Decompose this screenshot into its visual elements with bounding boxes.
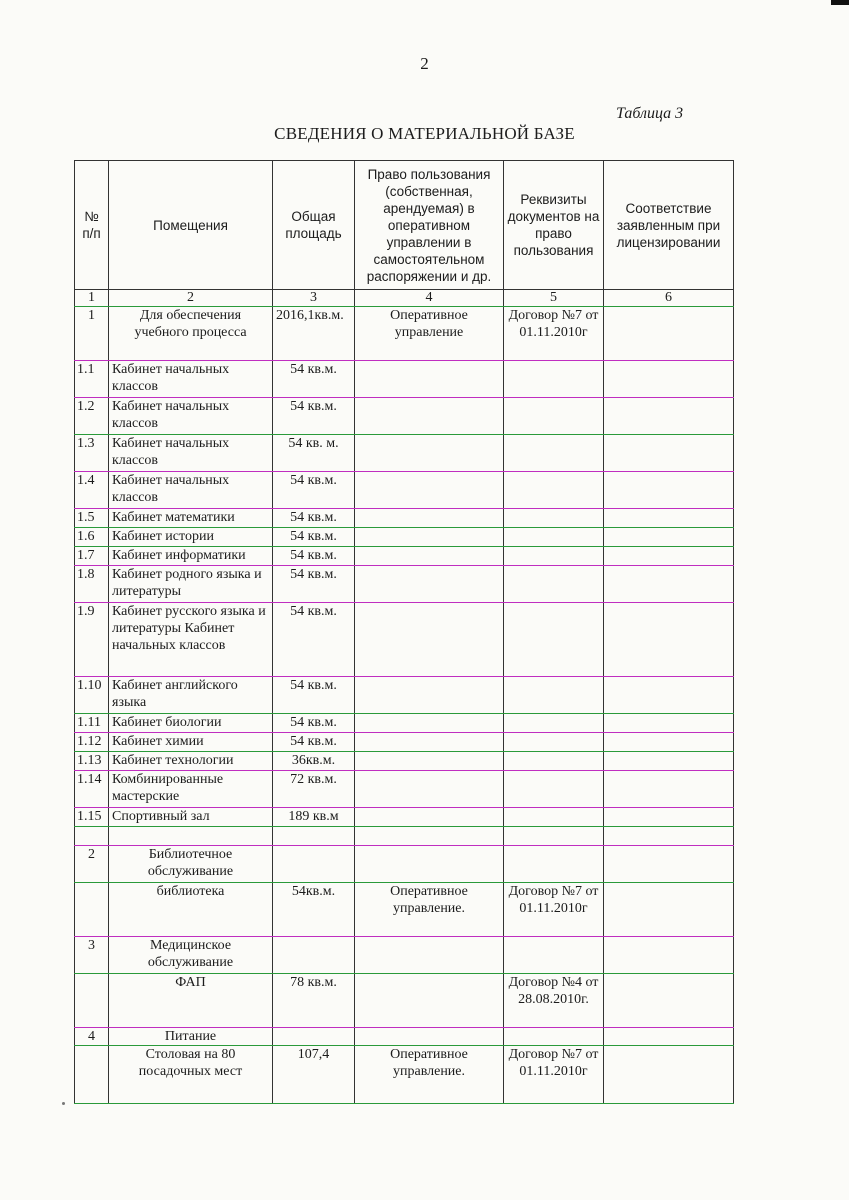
table-row [75, 827, 734, 846]
cell-right [355, 974, 504, 1028]
cell-area: 54 кв.м. [273, 733, 355, 752]
cell-area: 54 кв.м. [273, 361, 355, 398]
cell-area: 78 кв.м. [273, 974, 355, 1028]
cell-right [355, 398, 504, 435]
cell-room: Кабинет биологии [109, 714, 273, 733]
cell-document [504, 566, 604, 603]
cell-right [355, 937, 504, 974]
cell-area [273, 937, 355, 974]
cell-document [504, 1028, 604, 1046]
cell-room: Кабинет технологии [109, 752, 273, 771]
cell-room: Кабинет химии [109, 733, 273, 752]
cell-compliance [604, 974, 734, 1028]
cell-room: Кабинет английского языка [109, 677, 273, 714]
cell-right: Оперативное управление. [355, 883, 504, 937]
header-cell: Право пользования (собственная, арендуемая) в оперативном управлении в самостоятельном распоряжении и др. [355, 161, 504, 290]
cell-document [504, 361, 604, 398]
table-row [75, 472, 734, 509]
column-number: 6 [604, 290, 734, 307]
cell-right [355, 827, 504, 846]
cell-right [355, 547, 504, 566]
cell-area: 54 кв.м. [273, 398, 355, 435]
cell-compliance [604, 827, 734, 846]
material-base-table [74, 160, 734, 1104]
cell-right [355, 361, 504, 398]
cell-document: Договор №7 от 01.11.2010г [504, 1046, 604, 1104]
table-row [75, 974, 734, 1028]
cell-right: Оперативное управление. [355, 1046, 504, 1104]
table-row [75, 361, 734, 398]
cell-room: Кабинет начальных классов [109, 398, 273, 435]
cell-document [504, 398, 604, 435]
table-row [75, 547, 734, 566]
cell-number: 3 [75, 937, 109, 974]
table-row [75, 509, 734, 528]
cell-room: Кабинет математики [109, 509, 273, 528]
cell-area: 72 кв.м. [273, 771, 355, 808]
cell-compliance [604, 528, 734, 547]
cell-document: Договор №7 от 01.11.2010г [504, 883, 604, 937]
cell-document: Договор №4 от 28.08.2010г. [504, 974, 604, 1028]
cell-right [355, 733, 504, 752]
cell-document [504, 472, 604, 509]
page-number: 2 [420, 54, 429, 73]
cell-room: Кабинет начальных классов [109, 361, 273, 398]
table-row [75, 752, 734, 771]
cell-right [355, 528, 504, 547]
cell-area [273, 1028, 355, 1046]
cell-area: 54 кв.м. [273, 509, 355, 528]
cell-room: Питание [109, 1028, 273, 1046]
cell-compliance [604, 714, 734, 733]
column-number: 5 [504, 290, 604, 307]
table-row [75, 808, 734, 827]
cell-number: 1.3 [75, 435, 109, 472]
cell-right [355, 714, 504, 733]
cell-compliance [604, 677, 734, 714]
cell-area: 54 кв. м. [273, 435, 355, 472]
table-row [75, 677, 734, 714]
cell-right [355, 846, 504, 883]
cell-room: Кабинет русского языка и литературы Кабинет начальных классов [109, 603, 273, 677]
header-cell: Реквизиты документов на право пользования [504, 161, 604, 290]
table-row [75, 603, 734, 677]
cell-compliance [604, 435, 734, 472]
cell-compliance [604, 307, 734, 361]
table-label: Таблица 3 [616, 105, 684, 122]
header-cell: Соответствие заявленным при лицензировании [604, 161, 734, 290]
cell-room: Спортивный зал [109, 808, 273, 827]
cell-room: Столовая на 80 посадочных мест [109, 1046, 273, 1104]
cell-number: 1.4 [75, 472, 109, 509]
cell-compliance [604, 472, 734, 509]
cell-number: 1.1 [75, 361, 109, 398]
cell-compliance [604, 547, 734, 566]
cell-document [504, 771, 604, 808]
cell-right: Оперативное управление [355, 307, 504, 361]
cell-area: 36кв.м. [273, 752, 355, 771]
header-cell: № п/п [75, 161, 109, 290]
cell-number: 1.15 [75, 808, 109, 827]
cell-compliance [604, 509, 734, 528]
cell-document [504, 603, 604, 677]
document-title: СВЕДЕНИЯ О МАТЕРИАЛЬНОЙ БАЗЕ [274, 124, 575, 143]
table-row [75, 846, 734, 883]
column-number: 2 [109, 290, 273, 307]
cell-room: Кабинет истории [109, 528, 273, 547]
cell-room: Для обеспечения учебного процесса [109, 307, 273, 361]
cell-compliance [604, 603, 734, 677]
cell-right [355, 1028, 504, 1046]
cell-number: 1 [75, 307, 109, 361]
cell-area: 54 кв.м. [273, 603, 355, 677]
table-row [75, 1046, 734, 1104]
cell-number: 1.11 [75, 714, 109, 733]
cell-compliance [604, 566, 734, 603]
cell-compliance [604, 771, 734, 808]
cell-document [504, 808, 604, 827]
cell-number [75, 974, 109, 1028]
column-number: 3 [273, 290, 355, 307]
cell-room [109, 827, 273, 846]
cell-document [504, 846, 604, 883]
column-number: 1 [75, 290, 109, 307]
header-row [75, 161, 734, 290]
table-row [75, 714, 734, 733]
table-row [75, 528, 734, 547]
table-row [75, 1028, 734, 1046]
cell-number: 4 [75, 1028, 109, 1046]
cell-number [75, 883, 109, 937]
cell-document [504, 528, 604, 547]
cell-number: 1.6 [75, 528, 109, 547]
table-row [75, 398, 734, 435]
cell-compliance [604, 883, 734, 937]
cell-right [355, 566, 504, 603]
cell-number [75, 827, 109, 846]
cell-area: 54 кв.м. [273, 472, 355, 509]
cell-compliance [604, 808, 734, 827]
cell-area [273, 846, 355, 883]
cell-area: 54 кв.м. [273, 566, 355, 603]
cell-room: ФАП [109, 974, 273, 1028]
cell-number: 1.8 [75, 566, 109, 603]
cell-number: 2 [75, 846, 109, 883]
cell-number: 1.13 [75, 752, 109, 771]
column-number-row [75, 290, 734, 307]
cell-document [504, 509, 604, 528]
cell-room: Кабинет начальных классов [109, 472, 273, 509]
cell-document [504, 435, 604, 472]
cell-number: 1.7 [75, 547, 109, 566]
table-row [75, 883, 734, 937]
cell-document: Договор №7 от 01.11.2010г [504, 307, 604, 361]
column-number: 4 [355, 290, 504, 307]
cell-right [355, 771, 504, 808]
cell-document [504, 733, 604, 752]
cell-area: 54 кв.м. [273, 547, 355, 566]
scan-speck [62, 1102, 65, 1105]
cell-area: 54кв.м. [273, 883, 355, 937]
cell-right [355, 472, 504, 509]
cell-area [273, 827, 355, 846]
cell-area: 54 кв.м. [273, 677, 355, 714]
cell-room: Кабинет начальных классов [109, 435, 273, 472]
cell-right [355, 509, 504, 528]
cell-right [355, 435, 504, 472]
cell-area: 107,4 [273, 1046, 355, 1104]
cell-document [504, 752, 604, 771]
cell-compliance [604, 937, 734, 974]
cell-area: 54 кв.м. [273, 528, 355, 547]
table-row [75, 566, 734, 603]
cell-document [504, 677, 604, 714]
cell-room: библиотека [109, 883, 273, 937]
cell-room: Медицинское обслуживание [109, 937, 273, 974]
cell-area: 2016,1кв.м. [273, 307, 355, 361]
cell-room: Кабинет родного языка и литературы [109, 566, 273, 603]
cell-compliance [604, 846, 734, 883]
cell-room: Кабинет информатики [109, 547, 273, 566]
table-row [75, 435, 734, 472]
cell-number: 1.12 [75, 733, 109, 752]
cell-number [75, 1046, 109, 1104]
cell-room: Комбинированные мастерские [109, 771, 273, 808]
cell-number: 1.10 [75, 677, 109, 714]
cell-area: 54 кв.м. [273, 714, 355, 733]
cell-area: 189 кв.м [273, 808, 355, 827]
cell-compliance [604, 1028, 734, 1046]
header-cell: Общая площадь [273, 161, 355, 290]
cell-document [504, 547, 604, 566]
cell-right [355, 752, 504, 771]
cell-compliance [604, 398, 734, 435]
cell-right [355, 808, 504, 827]
cell-right [355, 603, 504, 677]
table-row [75, 307, 734, 361]
cell-compliance [604, 361, 734, 398]
table-row [75, 733, 734, 752]
table-row [75, 937, 734, 974]
header-cell: Помещения [109, 161, 273, 290]
cell-document [504, 937, 604, 974]
scan-corner-mark [831, 0, 849, 5]
cell-number: 1.5 [75, 509, 109, 528]
cell-document [504, 714, 604, 733]
cell-right [355, 677, 504, 714]
cell-compliance [604, 733, 734, 752]
table-row [75, 771, 734, 808]
cell-number: 1.14 [75, 771, 109, 808]
cell-document [504, 827, 604, 846]
cell-compliance [604, 752, 734, 771]
cell-number: 1.2 [75, 398, 109, 435]
cell-compliance [604, 1046, 734, 1104]
cell-room: Библиотечное обслуживание [109, 846, 273, 883]
cell-number: 1.9 [75, 603, 109, 677]
